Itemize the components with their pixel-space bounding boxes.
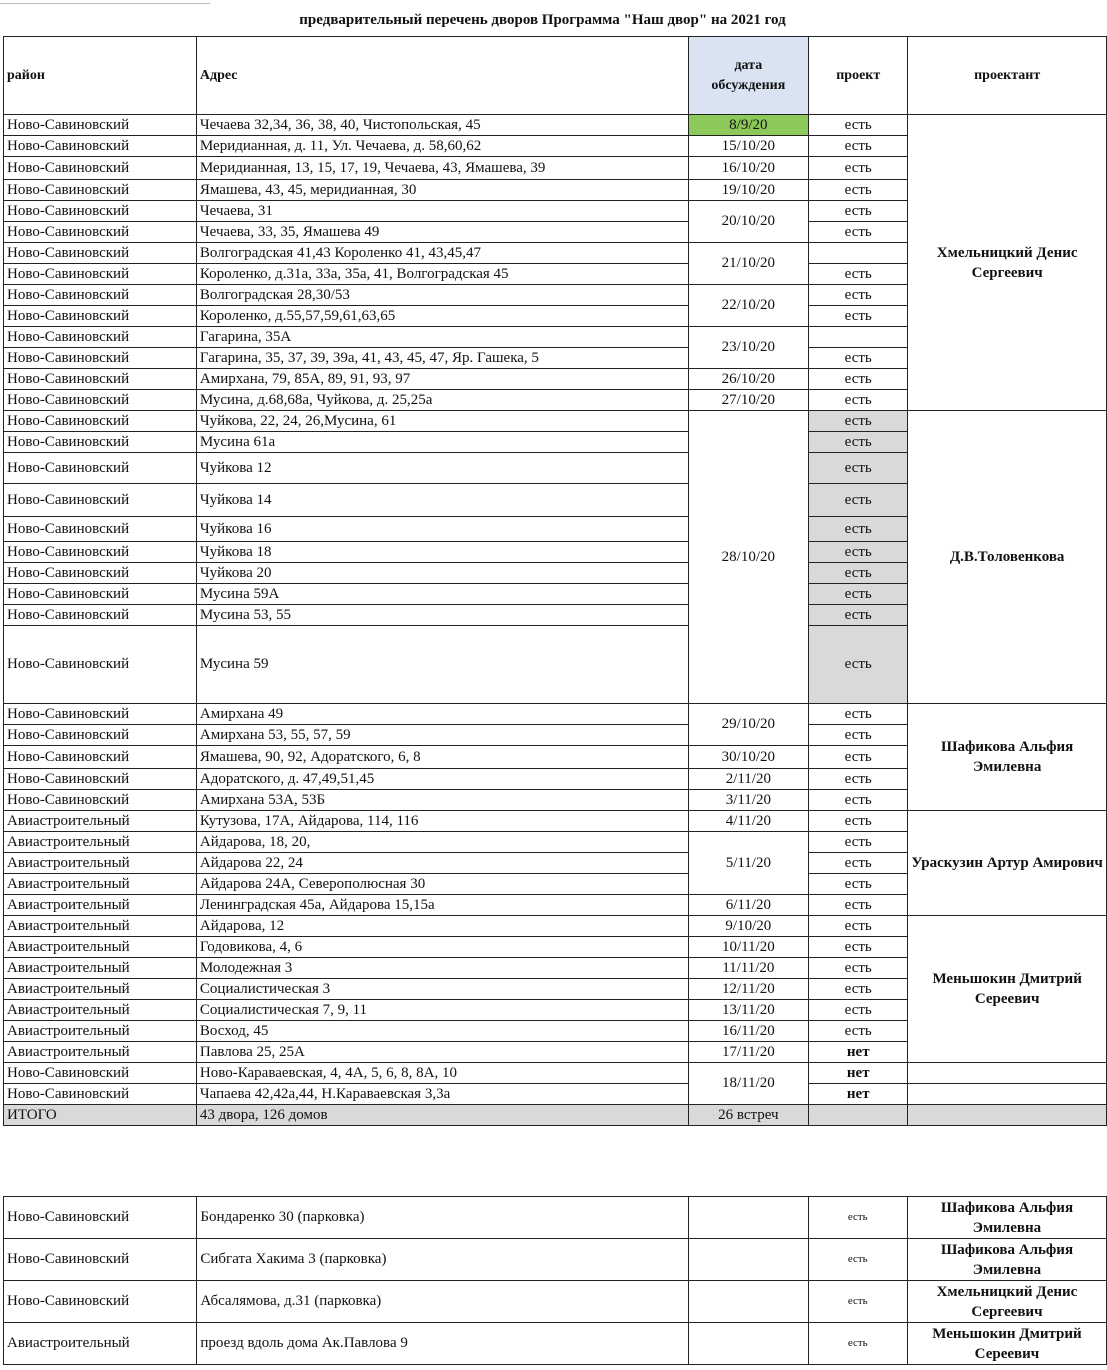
project-status-cell: есть <box>809 306 908 327</box>
address-cell: Гагарина, 35А <box>196 327 688 348</box>
date-cell: 11/11/20 <box>688 958 809 979</box>
designer-cell: Шафикова Альфия Эмилевна <box>907 1197 1106 1239</box>
project-status-cell: есть <box>809 484 908 517</box>
project-status-cell: есть <box>809 790 908 811</box>
address-cell: Амирхана 53А, 53Б <box>196 790 688 811</box>
district-cell: Ново-Савиновский <box>4 542 197 563</box>
project-status-cell: есть <box>809 411 908 432</box>
district-cell: Ново-Савиновский <box>4 432 197 453</box>
district-cell: Ново-Савиновский <box>4 1239 197 1281</box>
address-cell: Ямашева, 90, 92, Адоратского, 6, 8 <box>196 746 688 769</box>
district-cell: Ново-Савиновский <box>4 222 197 243</box>
district-cell: Авиастроительный <box>4 979 197 1000</box>
header-date: дата обсуждения <box>688 37 809 115</box>
parking-table <box>3 1196 1107 1365</box>
address-cell: Чуйкова 18 <box>196 542 688 563</box>
project-status-cell <box>809 327 908 348</box>
project-status-cell: есть <box>809 201 908 222</box>
project-status-cell: есть <box>809 432 908 453</box>
date-cell: 5/11/20 <box>688 832 809 895</box>
address-cell: Павлова 25, 25А <box>196 1042 688 1063</box>
header-designer: проектант <box>908 37 1107 115</box>
address-cell: Восход, 45 <box>196 1021 688 1042</box>
address-cell: Мусина 53, 55 <box>196 605 688 626</box>
project-status-cell: есть <box>809 811 908 832</box>
district-cell: Авиастроительный <box>4 811 197 832</box>
project-status-cell: есть <box>809 874 908 895</box>
address-cell: Мусина 61а <box>196 432 688 453</box>
district-cell: Авиастроительный <box>4 874 197 895</box>
project-status-cell: есть <box>809 916 908 937</box>
address-cell: Мусина 59 <box>196 626 688 704</box>
district-cell: Ново-Савиновский <box>4 453 197 484</box>
project-status-cell: нет <box>809 1063 908 1084</box>
district-cell: Ново-Савиновский <box>4 517 197 542</box>
table-row <box>4 411 1107 432</box>
total-label: ИТОГО <box>4 1105 197 1126</box>
address-cell: Ленинградская 45а, Айдарова 15,15а <box>196 895 688 916</box>
date-cell-empty <box>688 1197 808 1239</box>
total-address: 43 двора, 126 домов <box>196 1105 688 1126</box>
address-cell: Айдарова 24А, Северополюсная 30 <box>196 874 688 895</box>
designer-cell: Меньшокин Дмитрий Сереевич <box>907 1323 1106 1365</box>
date-cell: 20/10/20 <box>688 201 809 243</box>
address-cell: Короленко, д.31а, 33а, 35а, 41, Волгоградская 45 <box>196 264 688 285</box>
table-row <box>4 115 1107 136</box>
project-status-cell: есть <box>809 958 908 979</box>
date-cell: 26/10/20 <box>688 369 809 390</box>
project-status-cell: есть <box>809 832 908 853</box>
project-status-cell: есть <box>809 979 908 1000</box>
table-row <box>4 916 1107 937</box>
district-cell: Авиастроительный <box>4 1021 197 1042</box>
date-cell-empty <box>688 1239 808 1281</box>
date-cell: 18/11/20 <box>688 1063 809 1105</box>
date-cell-empty <box>688 1281 808 1323</box>
project-status-cell: есть <box>809 264 908 285</box>
courtyards-table <box>3 36 1107 1126</box>
date-cell: 16/11/20 <box>688 1021 809 1042</box>
address-cell: Айдарова 22, 24 <box>196 853 688 874</box>
district-cell: Ново-Савиновский <box>4 746 197 769</box>
district-cell: Ново-Савиновский <box>4 1084 197 1105</box>
address-cell: Ново-Караваевская, 4, 4А, 5, 6, 8, 8А, 10 <box>196 1063 688 1084</box>
total-project <box>809 1105 908 1126</box>
address-cell: Кутузова, 17А, Айдарова, 114, 116 <box>196 811 688 832</box>
district-cell: Ново-Савиновский <box>4 484 197 517</box>
designer-cell: Ураскузин Артур Амирович <box>908 811 1107 916</box>
date-cell: 30/10/20 <box>688 746 809 769</box>
document-title: предварительный перечень дворов Программа "Наш двор" на 2021 год <box>299 12 786 28</box>
table-row <box>4 811 1107 832</box>
project-status-cell: есть <box>809 285 908 306</box>
address-cell: Бондаренко 30 (парковка) <box>197 1197 688 1239</box>
date-cell: 15/10/20 <box>688 136 809 157</box>
top-edge-line <box>0 0 210 4</box>
address-cell: Абсалямова, д.31 (парковка) <box>197 1281 688 1323</box>
project-status-cell: есть <box>809 136 908 157</box>
address-cell: Чечаева, 33, 35, Ямашева 49 <box>196 222 688 243</box>
address-cell: Волгоградская 41,43 Короленко 41, 43,45,47 <box>196 243 688 264</box>
district-cell: Ново-Савиновский <box>4 136 197 157</box>
date-cell: 3/11/20 <box>688 790 809 811</box>
district-cell: Авиастроительный <box>4 832 197 853</box>
project-status-cell: есть <box>808 1323 907 1365</box>
district-cell: Ново-Савиновский <box>4 264 197 285</box>
district-cell: Ново-Савиновский <box>4 243 197 264</box>
address-cell: Чуйкова, 22, 24, 26,Мусина, 61 <box>196 411 688 432</box>
district-cell: Ново-Савиновский <box>4 1197 197 1239</box>
project-status-cell: есть <box>808 1239 907 1281</box>
project-status-cell: есть <box>809 769 908 790</box>
table-row <box>4 1084 1107 1105</box>
project-status-cell: есть <box>809 180 908 201</box>
project-status-cell: есть <box>809 115 908 136</box>
address-cell: Чуйкова 20 <box>196 563 688 584</box>
date-cell: 6/11/20 <box>688 895 809 916</box>
district-cell: Авиастроительный <box>4 853 197 874</box>
district-cell: Авиастроительный <box>4 916 197 937</box>
district-cell: Ново-Савиновский <box>4 348 197 369</box>
project-status-cell: есть <box>809 937 908 958</box>
date-cell: 16/10/20 <box>688 157 809 180</box>
project-status-cell: есть <box>809 704 908 725</box>
address-cell: Адоратского, д. 47,49,51,45 <box>196 769 688 790</box>
parking-row <box>4 1197 1107 1239</box>
project-status-cell: есть <box>809 369 908 390</box>
address-cell: Социалистическая 3 <box>196 979 688 1000</box>
date-cell: 17/11/20 <box>688 1042 809 1063</box>
project-status-cell: есть <box>809 390 908 411</box>
district-cell: Ново-Савиновский <box>4 790 197 811</box>
total-row <box>4 1105 1107 1126</box>
address-cell: Амирхана 49 <box>196 704 688 725</box>
project-status-cell: есть <box>809 563 908 584</box>
district-cell: Ново-Савиновский <box>4 704 197 725</box>
designer-cell-empty <box>908 1084 1107 1105</box>
project-status-cell: есть <box>809 895 908 916</box>
district-cell: Авиастроительный <box>4 1000 197 1021</box>
district-cell: Ново-Савиновский <box>4 725 197 746</box>
address-cell: Волгоградская 28,30/53 <box>196 285 688 306</box>
district-cell: Авиастроительный <box>4 958 197 979</box>
address-cell: Амирхана, 79, 85А, 89, 91, 93, 97 <box>196 369 688 390</box>
address-cell: Чуйкова 12 <box>196 453 688 484</box>
project-status-cell <box>809 243 908 264</box>
district-cell: Авиастроительный <box>4 1323 197 1365</box>
district-cell: Авиастроительный <box>4 895 197 916</box>
designer-cell: Меньшокин Дмитрий Сереевич <box>908 916 1107 1063</box>
district-cell: Авиастроительный <box>4 1042 197 1063</box>
address-cell: Айдарова, 18, 20, <box>196 832 688 853</box>
district-cell: Ново-Савиновский <box>4 180 197 201</box>
project-status-cell: есть <box>809 1021 908 1042</box>
project-status-cell: есть <box>809 453 908 484</box>
date-cell: 29/10/20 <box>688 704 809 746</box>
address-cell: Мусина, д.68,68а, Чуйкова, д. 25,25а <box>196 390 688 411</box>
designer-cell: Д.В.Толовенкова <box>908 411 1107 704</box>
district-cell: Ново-Савиновский <box>4 306 197 327</box>
date-cell: 8/9/20 <box>688 115 809 136</box>
table-row <box>4 1063 1107 1084</box>
designer-cell: Шафикова Альфия Эмилевна <box>908 704 1107 811</box>
date-cell: 28/10/20 <box>688 411 809 704</box>
designer-cell-empty <box>908 1063 1107 1084</box>
header-project: проект <box>809 37 908 115</box>
date-cell: 9/10/20 <box>688 916 809 937</box>
project-status-cell: есть <box>809 605 908 626</box>
total-date: 26 встреч <box>688 1105 809 1126</box>
address-cell: Чуйкова 14 <box>196 484 688 517</box>
project-status-cell: есть <box>809 1000 908 1021</box>
district-cell: Ново-Савиновский <box>4 285 197 306</box>
district-cell: Ново-Савиновский <box>4 1281 197 1323</box>
date-cell: 10/11/20 <box>688 937 809 958</box>
project-status-cell: есть <box>809 222 908 243</box>
date-cell: 4/11/20 <box>688 811 809 832</box>
address-cell: Годовикова, 4, 6 <box>196 937 688 958</box>
date-cell: 13/11/20 <box>688 1000 809 1021</box>
designer-cell: Хмельницкий Денис Сергеевич <box>907 1281 1106 1323</box>
project-status-cell: есть <box>808 1197 907 1239</box>
date-cell: 19/10/20 <box>688 180 809 201</box>
project-status-cell: есть <box>809 517 908 542</box>
address-cell: Чуйкова 16 <box>196 517 688 542</box>
header-district: район <box>4 37 197 115</box>
project-status-cell: есть <box>809 626 908 704</box>
address-cell: Чапаева 42,42а,44, Н.Караваевская 3,3а <box>196 1084 688 1105</box>
total-designer <box>908 1105 1107 1126</box>
district-cell: Ново-Савиновский <box>4 115 197 136</box>
date-cell: 21/10/20 <box>688 243 809 285</box>
project-status-cell: есть <box>809 746 908 769</box>
project-status-cell: нет <box>809 1084 908 1105</box>
project-status-cell: есть <box>809 853 908 874</box>
district-cell: Ново-Савиновский <box>4 769 197 790</box>
date-cell: 22/10/20 <box>688 285 809 327</box>
designer-cell: Шафикова Альфия Эмилевна <box>907 1239 1106 1281</box>
date-cell: 12/11/20 <box>688 979 809 1000</box>
address-cell: Амирхана 53, 55, 57, 59 <box>196 725 688 746</box>
address-cell: Сибгата Хакима 3 (парковка) <box>197 1239 688 1281</box>
project-status-cell: есть <box>809 157 908 180</box>
district-cell: Ново-Савиновский <box>4 369 197 390</box>
header-row <box>4 37 1107 115</box>
address-cell: Короленко, д.55,57,59,61,63,65 <box>196 306 688 327</box>
district-cell: Ново-Савиновский <box>4 411 197 432</box>
table-row <box>4 704 1107 725</box>
project-status-cell: есть <box>808 1281 907 1323</box>
address-cell: Чечаева, 31 <box>196 201 688 222</box>
address-cell: Гагарина, 35, 37, 39, 39а, 41, 43, 45, 47, Яр. Гашека, 5 <box>196 348 688 369</box>
address-cell: проезд вдоль дома Ак.Павлова 9 <box>197 1323 688 1365</box>
designer-cell: Хмельницкий Денис Сергеевич <box>908 115 1107 411</box>
address-cell: Чечаева 32,34, 36, 38, 40, Чистопольская, 45 <box>196 115 688 136</box>
parking-row <box>4 1239 1107 1281</box>
district-cell: Ново-Савиновский <box>4 327 197 348</box>
date-cell: 23/10/20 <box>688 327 809 369</box>
date-cell: 27/10/20 <box>688 390 809 411</box>
district-cell: Ново-Савиновский <box>4 201 197 222</box>
district-cell: Авиастроительный <box>4 937 197 958</box>
district-cell: Ново-Савиновский <box>4 584 197 605</box>
district-cell: Ново-Савиновский <box>4 157 197 180</box>
district-cell: Ново-Савиновский <box>4 626 197 704</box>
district-cell: Ново-Савиновский <box>4 390 197 411</box>
project-status-cell: есть <box>809 584 908 605</box>
header-address: Адрес <box>196 37 688 115</box>
district-cell: Ново-Савиновский <box>4 605 197 626</box>
address-cell: Меридианная, 13, 15, 17, 19, Чечаева, 43, Ямашева, 39 <box>196 157 688 180</box>
address-cell: Молодежная 3 <box>196 958 688 979</box>
address-cell: Айдарова, 12 <box>196 916 688 937</box>
date-cell-empty <box>688 1323 808 1365</box>
address-cell: Социалистическая 7, 9, 11 <box>196 1000 688 1021</box>
parking-row <box>4 1323 1107 1365</box>
project-status-cell: есть <box>809 725 908 746</box>
parking-row <box>4 1281 1107 1323</box>
address-cell: Ямашева, 43, 45, меридианная, 30 <box>196 180 688 201</box>
project-status-cell: есть <box>809 542 908 563</box>
district-cell: Ново-Савиновский <box>4 1063 197 1084</box>
address-cell: Мусина 59А <box>196 584 688 605</box>
project-status-cell: есть <box>809 348 908 369</box>
address-cell: Меридианная, д. 11, Ул. Чечаева, д. 58,60,62 <box>196 136 688 157</box>
project-status-cell: нет <box>809 1042 908 1063</box>
district-cell: Ново-Савиновский <box>4 563 197 584</box>
date-cell: 2/11/20 <box>688 769 809 790</box>
